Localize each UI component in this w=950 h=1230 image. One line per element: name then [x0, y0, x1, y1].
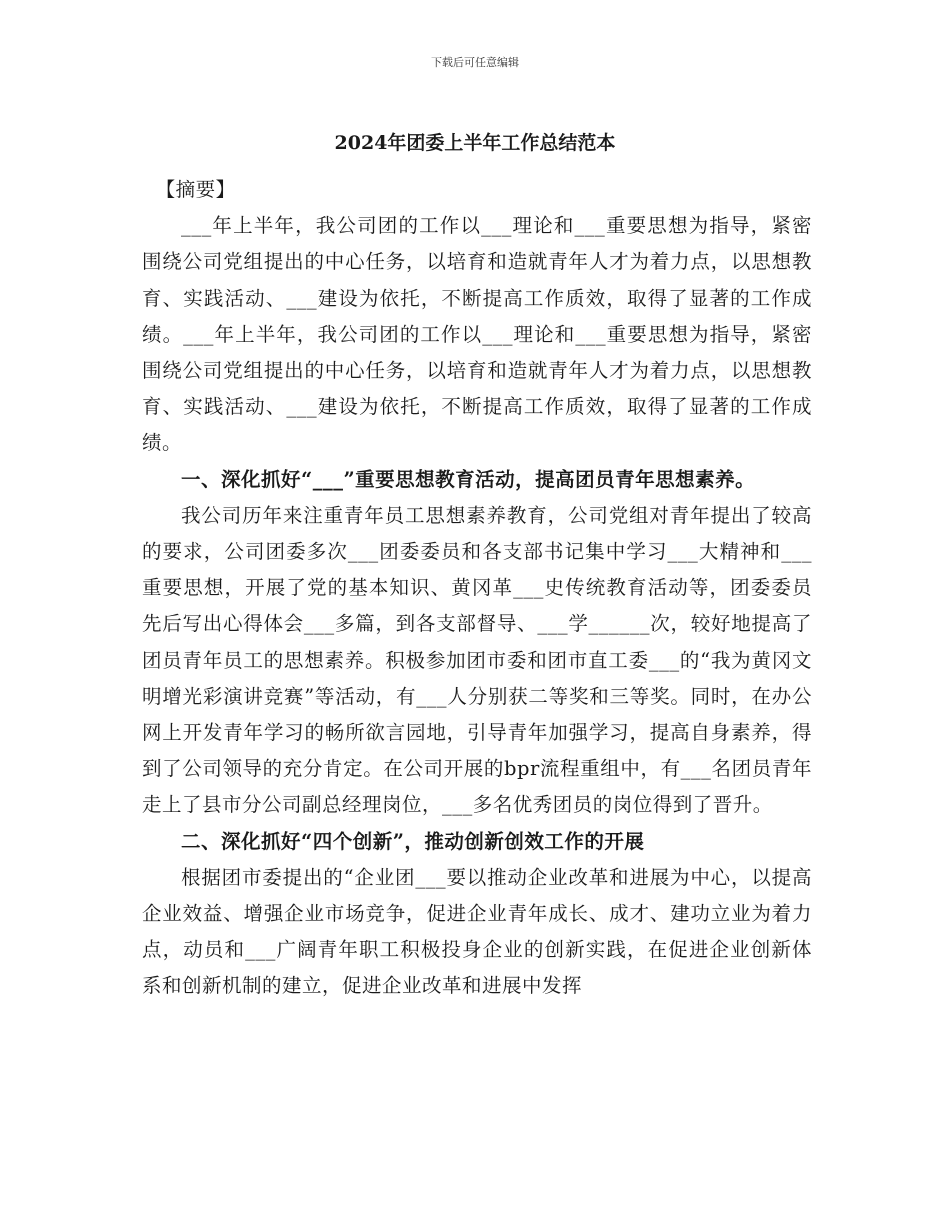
abstract-label: 【摘要】	[155, 178, 236, 201]
section-heading-2: 二、深化抓好“四个创新”，推动创新创效工作的开展	[181, 829, 645, 853]
abstract-paragraph: ___年上半年，我公司团的工作以___理论和___重要思想为指导，紧密围绕公司党组提出的中心任务，以培育和造就青年人才为着力点，以思想教育、实践活动、___建设为依托，不断提高工作质效，取得了显著的工作成绩。___年上半年，我公司团的工作以___理论和___重要思想为指导，紧密围绕公司党组提出的中心任务，以培育和造就青年人才为着力点，以思想教育、实践活动、___建设为依托，不断提高工作质效，取得了显著的工作成绩。	[142, 214, 812, 455]
section-paragraph-2: 根据团市委提出的“企业团___要以推动企业改革和进展为中心，以提高企业效益、增强企业市场竞争，促进企业青年成长、成才、建功立业为着力点，动员和___广阔青年职工积极投身企业的创新实践，在促进企业创新体系和创新机制的建立，促进企业改革和进展中发挥	[142, 865, 812, 998]
document-body	[142, 172, 812, 1005]
header-note: 下载后可任意编辑	[431, 56, 519, 69]
section-paragraph-1: 我公司历年来注重青年员工思想素养教育，公司党组对青年提出了较高的要求，公司团委多次___团委委员和各支部书记集中学习___大精神和___重要思想，开展了党的基本知识、黄冈革___史传统教育活动等，团委委员先后写出心得体会___多篇，到各支部督导、___学______次，较好地提高了团员青年员工的思想素养。积极参加团市委和团市直工委___的“我为黄冈文明增光彩演讲竞赛”等活动，有___人分别获二等奖和三等奖。同时，在办公网上开发青年学习的畅所欲言园地，引导青年加强学习，提高自身素养，得到了公司领导的充分肯定。在公司开展的bpr流程重组中，有___名团员青年走上了县市分公司副总经理岗位，___多名优秀团员的岗位得到了晋升。	[142, 503, 812, 817]
document-title: 2024年团委上半年工作总结范本	[334, 132, 616, 154]
section-heading-1: 一、深化抓好“___”重要思想教育活动，提高团员青年思想素养。	[181, 467, 756, 491]
